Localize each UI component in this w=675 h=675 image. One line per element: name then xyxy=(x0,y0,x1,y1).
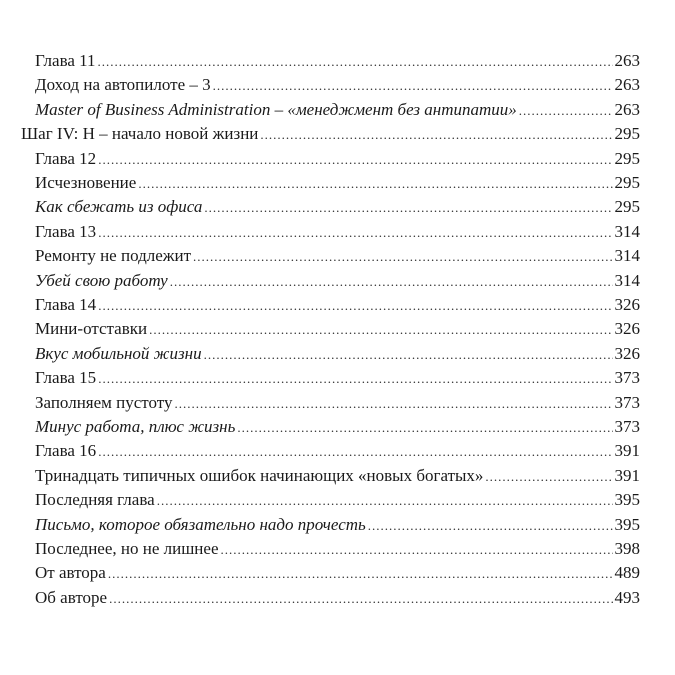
toc-entry-page-number: 314 xyxy=(614,246,640,266)
toc-entry-title: Глава 16 xyxy=(35,441,97,461)
toc-dot-leader xyxy=(98,220,612,246)
toc-entry-page-number: 314 xyxy=(614,221,640,241)
toc-entry-title: Письмо, которое обязательно надо прочесть xyxy=(35,514,366,534)
toc-entry xyxy=(35,438,640,464)
toc-entry-title: Мини-отставки xyxy=(35,319,148,339)
toc-entry-page-number: 489 xyxy=(614,563,640,583)
toc-entry xyxy=(21,121,640,147)
toc-dot-leader xyxy=(204,195,612,221)
toc-entry-title: Исчезновение xyxy=(35,173,137,192)
toc-dot-leader xyxy=(213,73,613,99)
toc-entry xyxy=(35,560,640,586)
toc-entry xyxy=(35,72,640,98)
toc-entry xyxy=(35,414,640,440)
toc-entry xyxy=(35,512,640,538)
toc-entry-page-number: 326 xyxy=(614,319,640,339)
toc-dot-leader xyxy=(204,342,613,368)
toc-dot-leader xyxy=(260,122,612,148)
toc-entry xyxy=(35,316,640,342)
toc-entry xyxy=(35,243,640,269)
toc-entry-title: Как сбежать из офиса xyxy=(35,197,203,217)
toc-entry xyxy=(35,341,640,367)
toc-entry-title: Глава 14 xyxy=(35,295,97,314)
toc-dot-leader xyxy=(109,586,612,612)
toc-entry xyxy=(35,585,640,611)
toc-entry xyxy=(35,194,640,220)
toc-entry-title: Master of Business Administration – «менеджмент без антипатии» xyxy=(35,99,517,119)
toc-entry-page-number: 395 xyxy=(614,514,640,534)
toc-entry xyxy=(35,536,640,562)
toc-entry-page-number: 395 xyxy=(614,490,640,510)
toc-entry-title: Глава 13 xyxy=(35,221,97,241)
toc-entry-title: Заполняем пустоту xyxy=(35,392,173,412)
toc-entry xyxy=(35,146,640,172)
toc-dot-leader xyxy=(221,537,613,563)
toc-dot-leader xyxy=(157,488,613,514)
toc-entry-title: Минус работа, плюс жизнь xyxy=(35,417,236,436)
toc-entry-title: Глава 15 xyxy=(35,368,97,388)
toc-entry-page-number: 391 xyxy=(614,441,640,461)
toc-entry-title: Ремонту не подлежит xyxy=(35,246,192,266)
toc-dot-leader xyxy=(175,391,613,417)
toc-entry-title: Глава 12 xyxy=(35,148,97,168)
toc-entry-title: Вкус мобильной жизни xyxy=(35,343,202,363)
toc-dot-leader xyxy=(98,439,612,465)
toc-dot-leader xyxy=(237,415,612,441)
toc-entry-page-number: 295 xyxy=(614,148,640,168)
toc-entry-title: Глава 11 xyxy=(35,51,96,70)
toc-entry-page-number: 326 xyxy=(614,295,640,314)
toc-dot-leader xyxy=(519,98,613,124)
toc-entry-page-number: 314 xyxy=(614,270,640,290)
toc-entry-page-number: 295 xyxy=(614,124,640,144)
toc-entry xyxy=(35,292,640,318)
toc-entry-title: Последнее, но не лишнее xyxy=(35,539,219,558)
toc-entry xyxy=(35,463,640,489)
toc-entry xyxy=(35,170,640,196)
toc-entry-page-number: 263 xyxy=(614,51,640,70)
toc-dot-leader xyxy=(108,561,613,587)
toc-entry-title: Доход на автопилоте – 3 xyxy=(35,75,211,95)
toc-entry xyxy=(35,268,640,294)
toc-entry-page-number: 398 xyxy=(614,539,640,558)
toc-entry-title: Убей свою работу xyxy=(35,270,168,290)
toc-dot-leader xyxy=(98,293,612,319)
toc-entry-title: От автора xyxy=(35,563,106,583)
toc-entry xyxy=(35,365,640,391)
toc-entry-title: Об авторе xyxy=(35,587,108,607)
toc-entry-page-number: 326 xyxy=(614,343,640,363)
toc-dot-leader xyxy=(193,244,612,270)
toc-entry-page-number: 263 xyxy=(614,99,640,119)
toc-entry-page-number: 295 xyxy=(614,197,640,217)
toc-entry-page-number: 493 xyxy=(614,587,640,607)
toc-entry xyxy=(35,48,640,74)
toc-dot-leader xyxy=(368,513,613,539)
toc-dot-leader xyxy=(98,49,613,75)
toc-entry-page-number: 373 xyxy=(614,392,640,412)
toc-entry-page-number: 295 xyxy=(614,173,640,192)
toc-entry-page-number: 263 xyxy=(614,75,640,95)
toc-entry xyxy=(35,97,640,123)
toc-dot-leader xyxy=(170,269,613,295)
toc-dot-leader xyxy=(98,366,612,392)
toc-dot-leader xyxy=(485,464,612,490)
toc-dot-leader xyxy=(138,171,612,197)
toc-entry xyxy=(35,219,640,245)
toc-entry-page-number: 373 xyxy=(614,368,640,388)
toc-dot-leader xyxy=(98,147,612,173)
toc-entry-page-number: 391 xyxy=(614,465,640,485)
toc-dot-leader xyxy=(149,317,612,343)
toc-entry xyxy=(35,487,640,513)
toc-entry xyxy=(35,390,640,416)
toc-entry-title: Тринадцать типичных ошибок начинающих «новых богатых» xyxy=(35,465,484,485)
toc-entry-title: Последняя глава xyxy=(35,490,155,510)
toc-entry-page-number: 373 xyxy=(614,417,640,436)
toc-entry-title: Шаг IV: Н – начало новой жизни xyxy=(21,124,259,144)
